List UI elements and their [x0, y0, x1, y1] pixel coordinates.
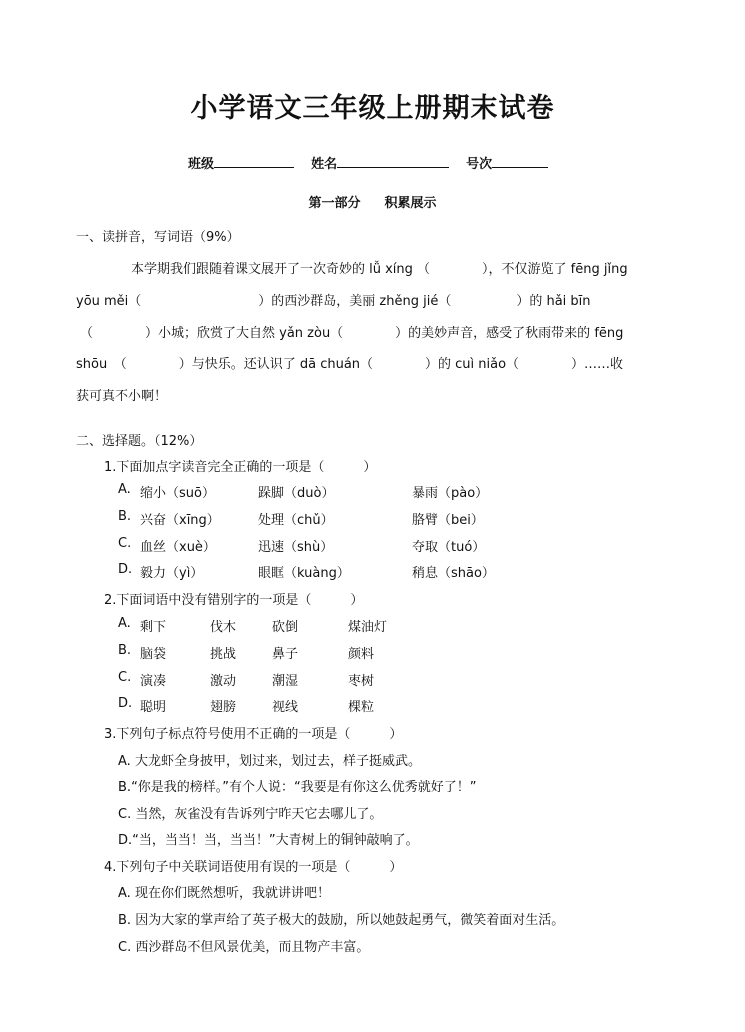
section1-line-4: shōu （ ）与快乐。还认识了 dā chuán（ ）的 cuì niǎo（ ）……收	[76, 357, 624, 372]
class-label: 班级	[188, 157, 215, 172]
q2-option-d[interactable]: D. 聪明 翅膀 视线 棵粒	[118, 696, 375, 715]
q3-option-b[interactable]: B.“你是我的榜样。”有个人说：“我要是有你这么优秀就好了！”	[118, 780, 477, 795]
section2-heading: 二、选择题。（12%）	[76, 434, 203, 449]
part-name: 积累展示	[384, 196, 437, 211]
seat-blank[interactable]	[492, 155, 548, 168]
section1-line-5: 获可真不小啊！	[76, 389, 168, 404]
seat-label: 号次	[466, 157, 493, 172]
part-label: 第一部分	[308, 196, 361, 211]
question-1-stem: 1.下面加点字读音完全正确的一项是（ ）	[104, 460, 377, 475]
name-label: 姓名	[311, 157, 338, 172]
section1-line-3: （ ）小城；欣赏了大自然 yǎn zòu（ ）的美妙声音，感受了秋雨带来的 fēng	[80, 326, 624, 341]
class-blank[interactable]	[214, 155, 294, 168]
q1-option-b[interactable]: B. 兴奋（xīng） 处理（chǔ） 胳臂（bei）	[118, 509, 484, 528]
q3-option-c[interactable]: C. 当然，灰雀没有告诉列宁昨天它去哪儿了。	[118, 807, 383, 822]
q2-option-b[interactable]: B. 脑袋 挑战 鼻子 颜料	[118, 643, 375, 662]
q1-option-c[interactable]: C. 血丝（xuè） 迅速（shù） 夺取（tuó）	[118, 536, 486, 555]
question-2-stem: 2.下面词语中没有错别字的一项是（ ）	[104, 593, 364, 608]
q2-option-a[interactable]: A. 剩下 伐木 砍倒 煤油灯	[118, 616, 388, 635]
q1-option-d[interactable]: D. 毅力（yì） 眼眶（kuàng） 稍息（shāo）	[118, 562, 495, 581]
section1-heading: 一、读拼音，写词语（9%）	[76, 230, 240, 245]
q4-option-a[interactable]: A. 现在你们既然想听，我就讲讲吧！	[118, 886, 330, 901]
question-4-stem: 4.下列句子中关联词语使用有误的一项是（ ）	[104, 860, 403, 875]
page-title: 小学语文三年级上册期末试卷	[190, 93, 555, 124]
q3-option-d[interactable]: D.“当，当当！当，当当！”大青树上的铜钟敲响了。	[118, 833, 419, 848]
q3-option-a[interactable]: A. 大龙虾全身披甲，划过来，划过去，样子挺威武。	[118, 754, 421, 769]
section1-line-2: yōu měi（ ）的西沙群岛，美丽 zhěng jié（ ）的 hǎi bīn	[76, 294, 591, 309]
q1-option-a[interactable]: A. 缩小（suō） 跺脚（duò） 暴雨（pào）	[118, 482, 489, 501]
part-heading	[0, 192, 745, 211]
student-info-row	[188, 153, 548, 172]
q2-option-c[interactable]: C. 演凑 激动 潮湿 枣树	[118, 670, 375, 689]
q4-option-b[interactable]: B. 因为大家的掌声给了英子极大的鼓励，所以她鼓起勇气，微笑着面对生活。	[118, 913, 565, 928]
name-blank[interactable]	[337, 155, 449, 168]
section1-line-1: 本学期我们跟随着课文展开了一次奇妙的 lǚ xíng （ ），不仅游览了 fēng jǐng	[131, 262, 628, 277]
question-3-stem: 3.下列句子标点符号使用不正确的一项是（ ）	[104, 727, 403, 742]
q4-option-c[interactable]: C. 西沙群岛不但风景优美，而且物产丰富。	[118, 940, 370, 955]
